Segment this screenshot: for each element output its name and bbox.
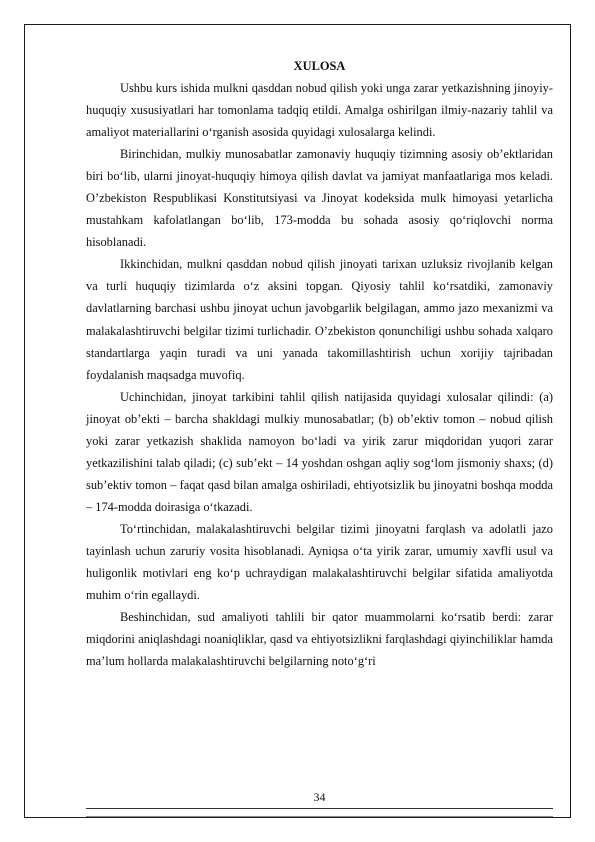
paragraph-second-conclusion: Ikkinchidan, mulkni qasddan nobud qilish jinoyati tarixan uzluksiz rivojlanib kelgan va turli huquqiy tizimlarda o‘z aksini topgan. Qiyosiy tahlil ko‘rsatdiki, zamonaviy davlatlarning barchasi ushbu jinoyat uchun javobgarlik belgilagan, ammo jazo mexanizmi va malakalashtiruvchi belgilar tizimi turlichadir. O’zbekiston qonunchiligi ushbu sohada xalqaro standartlarga yaqin turadi va uni yanada takomillashtirish uchun xorijiy tajribadan foydalanish maqsadga muvofiq. bbox=[86, 257, 553, 382]
page-number: 34 bbox=[313, 790, 326, 804]
paragraph-fourth-conclusion: To‘rtinchidan, malakalashtiruvchi belgilar tizimi jinoyatni farqlash va adolatli jazo tayinlash uchun zaruriy vosita hisoblanadi. Ayniqsa o‘ta yirik zarar, umumiy xavfli usul va huligonlik motivlari eng ko‘p uchraydigan malakalashtiruvchi belgilar sifatida amaliyotda muhim o‘rin egallaydi. bbox=[86, 521, 553, 603]
paragraph-third-conclusion: Uchinchidan, jinoyat tarkibini tahlil qilish natijasida quyidagi xulosalar qilindi: (a) jinoyat ob’ekti – barcha shakldagi mulkiy munosabatlar; (b) ob’ektiv tomon – nobud qilish yoki zarar yetkazish shaklida namoyon bo‘ladi va yirik zarur miqdoridan yuqori zarar yetkazilishini talab qiladi; (c) sub’ekt – 14 yoshdan oshgan aqliy sog‘lom jismoniy shaxs; (d) sub’ektiv tomon – faqat qasd bilan amalga oshiriladi, ehtiyotsizlik bu jinoyatni boshqa modda – 174-modda doirasiga o‘tkazadi. bbox=[86, 389, 553, 514]
footer-rule bbox=[86, 808, 553, 809]
paragraph-fifth-conclusion: Beshinchidan, sud amaliyoti tahlili bir qator muammolarni ko‘rsatib berdi: zarar miqdorini aniqlashdagi noaniqliklar, qasd va ehtiyotsizlikni farqlashdagi qiyinchiliklar hamda ma’lum hollarda malakalashtiruvchi belgilarning noto‘g‘ri bbox=[86, 610, 553, 669]
document-body bbox=[86, 55, 553, 672]
paragraph-intro: Ushbu kurs ishida mulkni qasddan nobud qilish yoki unga zarar yetkazishning jinoyiy-huquqiy xususiyatlari har tomonlama tadqiq etildi. Amalga oshirilgan ilmiy-nazariy tahlil va amaliyot materiallarini o‘rganish asosida quyidagi xulosalarga kelindi. bbox=[86, 81, 553, 140]
paragraph-first-conclusion: Birinchidan, mulkiy munosabatlar zamonaviy huquqiy tizimning asosiy ob’ektlaridan biri bo‘lib, ularni jinoyat-huquqiy himoya qilish davlat va jamiyat manfaatlariga mos keladi. O’zbekiston Respublikasi Konstitutsiyasi va Jinoyat kodeksida mulk himoyasi yetarlicha mustahkam kafolatlangan bo‘lib, 173-modda bu sohada asosiy qo‘riqlovchi norma hisoblanadi. bbox=[86, 147, 553, 250]
footer-rule-lower bbox=[86, 816, 553, 817]
document-title: XULOSA bbox=[293, 59, 346, 73]
